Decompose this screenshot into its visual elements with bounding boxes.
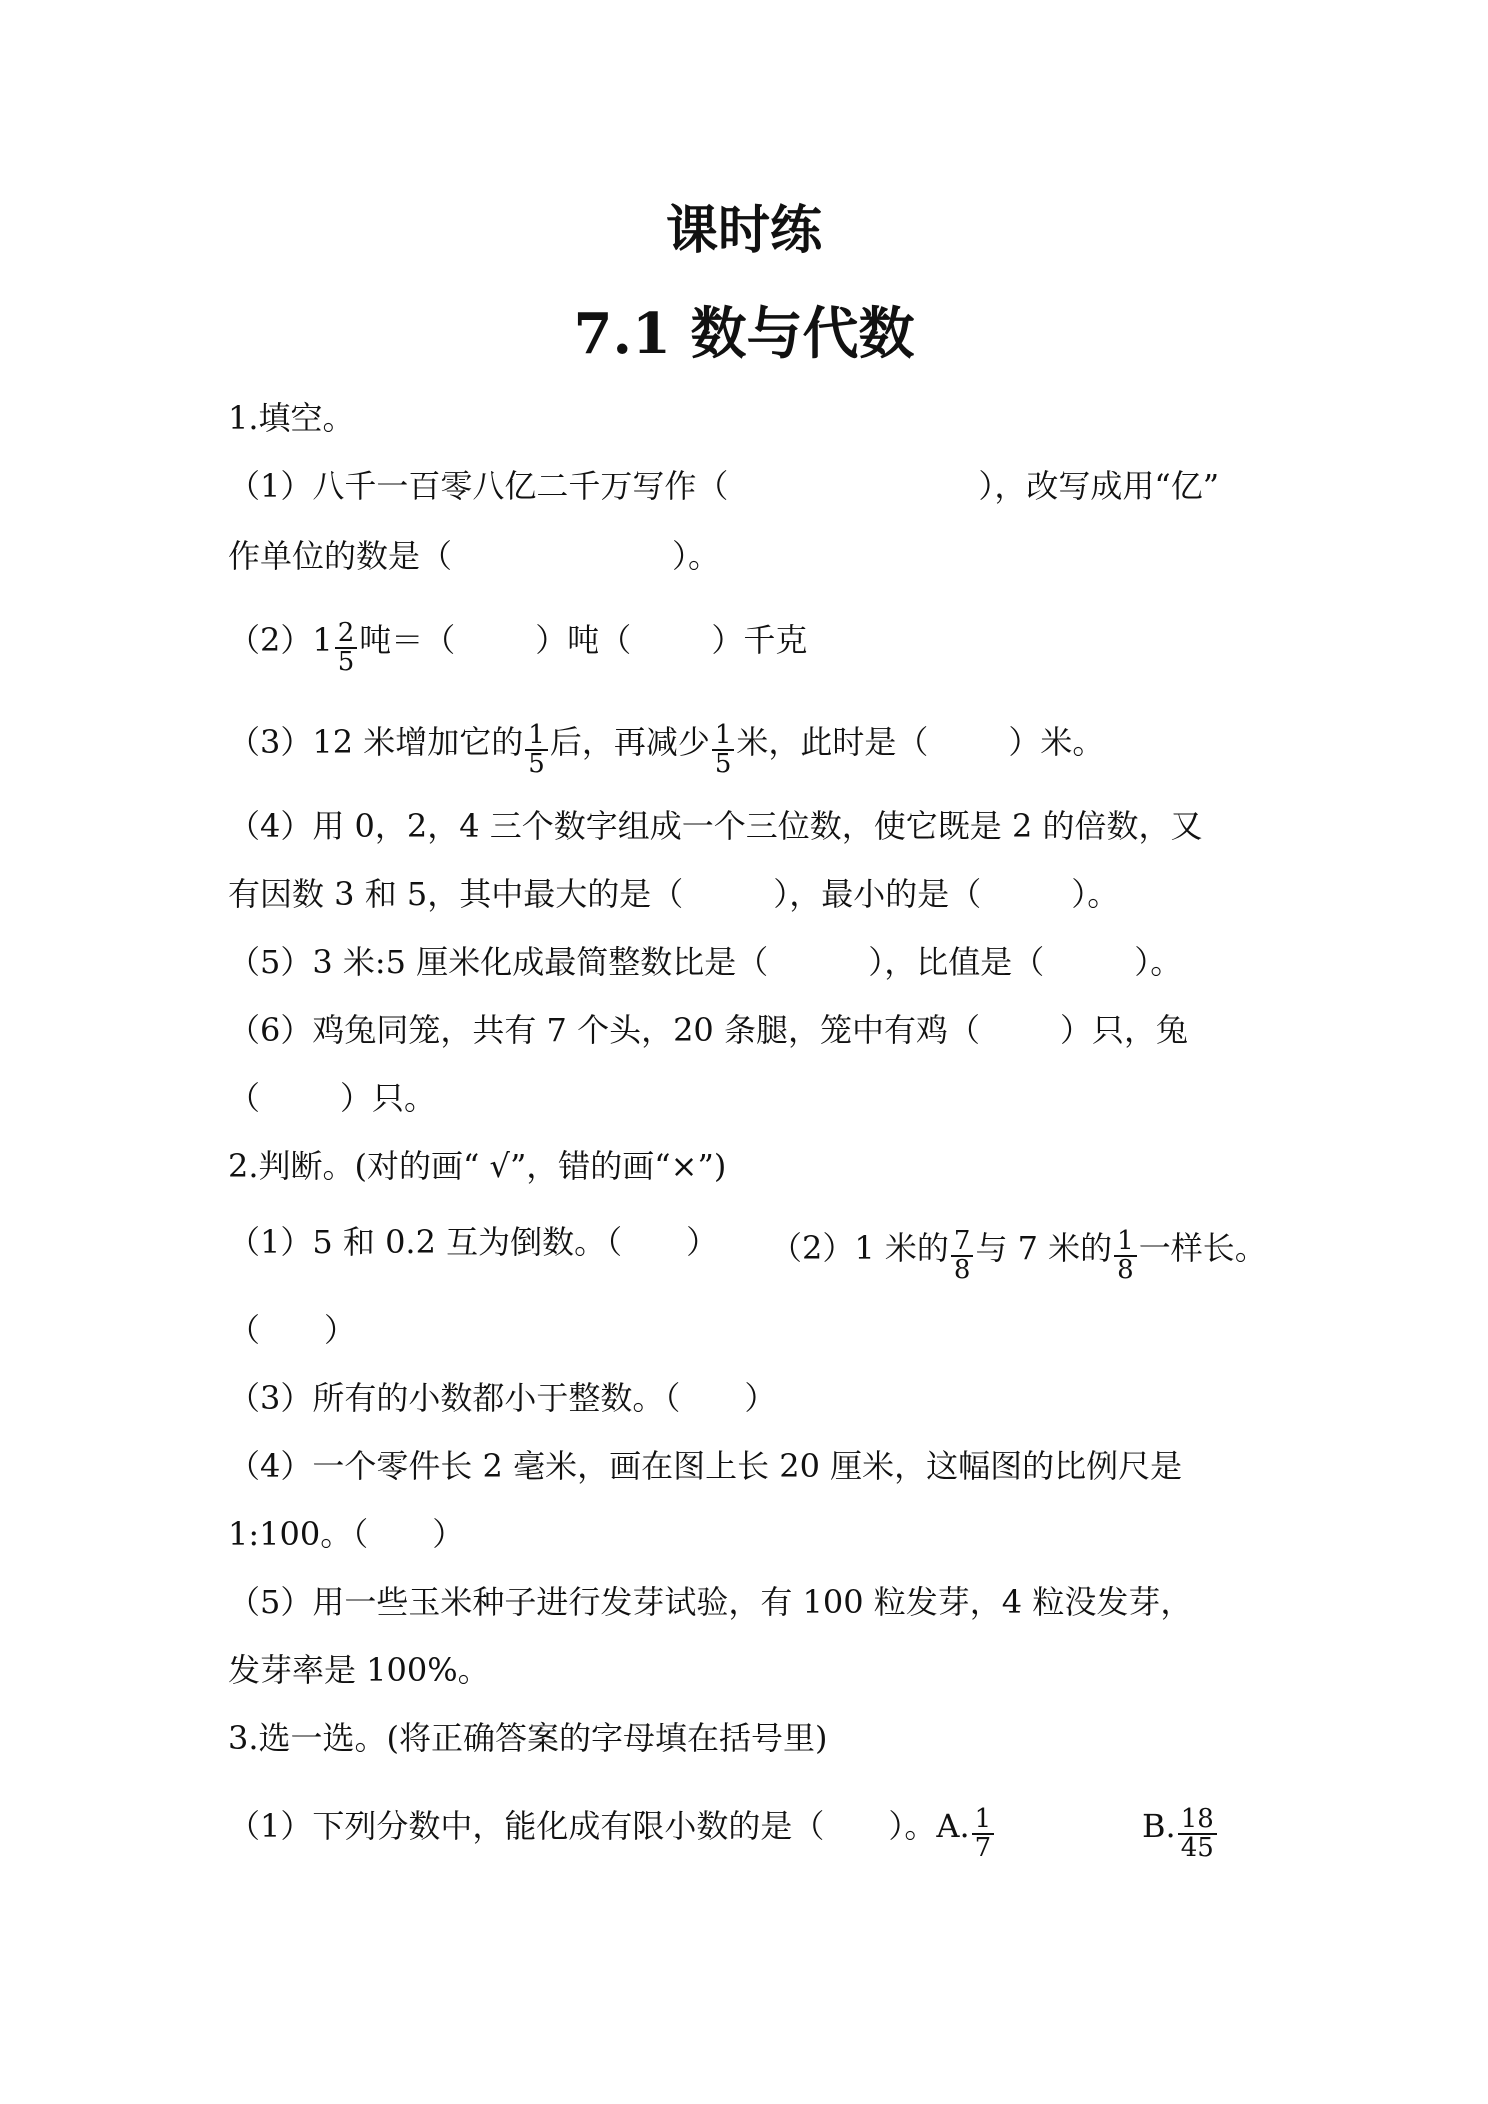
fraction-denominator: 5 [528, 749, 545, 780]
question-text: ）。 [672, 537, 721, 575]
question-2-4-line2: 1:100。（ ） [228, 1515, 465, 1553]
fraction-denominator: 8 [953, 1255, 971, 1286]
fraction-denominator: 7 [974, 1833, 992, 1864]
question-text: （6）鸡兔同笼，共有 7 个头，20 条腿，笼中有鸡（ [228, 1011, 980, 1049]
question-2-3: （3）所有的小数都小于整数。（ ） [228, 1379, 777, 1417]
question-text: 米，此时是（ [736, 722, 929, 761]
question-text: ）。 [1134, 943, 1183, 981]
question-text: ），改写成用“亿” [978, 467, 1220, 505]
fraction [712, 722, 735, 779]
question-text: 有因数 3 和 5，其中最大的是（ [228, 875, 684, 913]
question-text: （3）12 米增加它的 [228, 722, 524, 761]
fraction [335, 620, 358, 677]
question-text: ）千克 [711, 620, 808, 659]
question-1-6-line1 [228, 1010, 1188, 1050]
fraction-numerator: 7 [951, 1228, 974, 1257]
section1-heading: 1.填空。 [228, 399, 355, 437]
section3-heading: 3.选一选。(将正确答案的字母填在括号里) [228, 1719, 828, 1757]
question-text: ）米。 [1008, 722, 1105, 761]
question-text: ）只。 [340, 1079, 437, 1117]
page-title: 课时练 [665, 200, 822, 261]
question-text: 一样长。 [1138, 1228, 1267, 1267]
question-text: 作单位的数是（ [228, 537, 453, 575]
fraction-numerator: 1 [525, 722, 548, 751]
question-2-2-answer-parens[interactable]: （ ） [228, 1311, 357, 1349]
fraction-denominator: 5 [337, 647, 355, 678]
option-a-fraction [972, 1806, 995, 1863]
question-1-1-line1 [228, 466, 1219, 506]
question-1-5 [228, 942, 1182, 982]
question-text: （1）八千一百零八亿二千万写作（ [228, 467, 729, 505]
question-3-1 [228, 1800, 996, 1864]
fraction [951, 1228, 974, 1285]
fraction-numerator: 1 [712, 722, 735, 751]
fraction-denominator: 5 [714, 749, 732, 780]
fraction-numerator: 2 [335, 620, 358, 649]
section2-heading: 2.判断。(对的画“ √”，错的画“×”) [228, 1147, 727, 1185]
question-text: ）吨（ [535, 620, 632, 659]
question-1-4-line1: （4）用 0，2，4 三个数字组成一个三位数，使它既是 2 的倍数，又 [228, 807, 1203, 845]
option-b [1142, 1800, 1219, 1864]
question-2-2 [770, 1222, 1267, 1286]
question-1-1-line2 [228, 536, 720, 576]
question-1-4-line2 [228, 874, 1119, 914]
fraction-denominator: 8 [1117, 1255, 1134, 1286]
question-text: ），比值是（ [868, 943, 1045, 981]
question-text: （5）3 米:5 厘米化成最简整数比是（ [228, 943, 769, 981]
question-text: ）只，兔 [1059, 1011, 1188, 1049]
fraction [1114, 1228, 1137, 1285]
question-text: （1）下列分数中，能化成有限小数的是（ ）。A. [228, 1806, 970, 1845]
question-text: （2）1 [228, 620, 333, 659]
question-1-6-line2 [228, 1078, 436, 1118]
page-subtitle: 7.1 数与代数 [573, 301, 915, 367]
option-label: B. [1142, 1806, 1176, 1845]
question-2-4-line1: （4）一个零件长 2 毫米，画在图上长 20 厘米，这幅图的比例尺是 [228, 1447, 1183, 1485]
question-text: （2）1 米的 [770, 1228, 949, 1267]
question-2-5-line2: 发芽率是 100%。 [228, 1651, 490, 1689]
question-text: ）。 [1071, 875, 1120, 913]
question-2-1: （1）5 和 0.2 互为倒数。（ ） [228, 1223, 719, 1261]
question-text: 后，再减少 [549, 722, 710, 761]
question-text: （ [228, 1079, 261, 1117]
fraction-numerator: 1 [972, 1806, 995, 1835]
question-2-5-line1: （5）用一些玉米种子进行发芽试验，有 100 粒发芽，4 粒没发芽， [228, 1583, 1193, 1621]
question-text: 与 7 米的 [975, 1228, 1113, 1267]
question-1-2 [228, 614, 808, 678]
fraction [525, 722, 548, 779]
option-b-fraction [1178, 1806, 1217, 1863]
fraction-numerator: 18 [1178, 1806, 1217, 1835]
question-1-3 [228, 716, 1105, 780]
fraction-numerator: 1 [1114, 1228, 1137, 1257]
question-text: ），最小的是（ [773, 875, 982, 913]
question-text: 吨＝（ [359, 620, 456, 659]
fraction-denominator: 45 [1180, 1833, 1214, 1864]
